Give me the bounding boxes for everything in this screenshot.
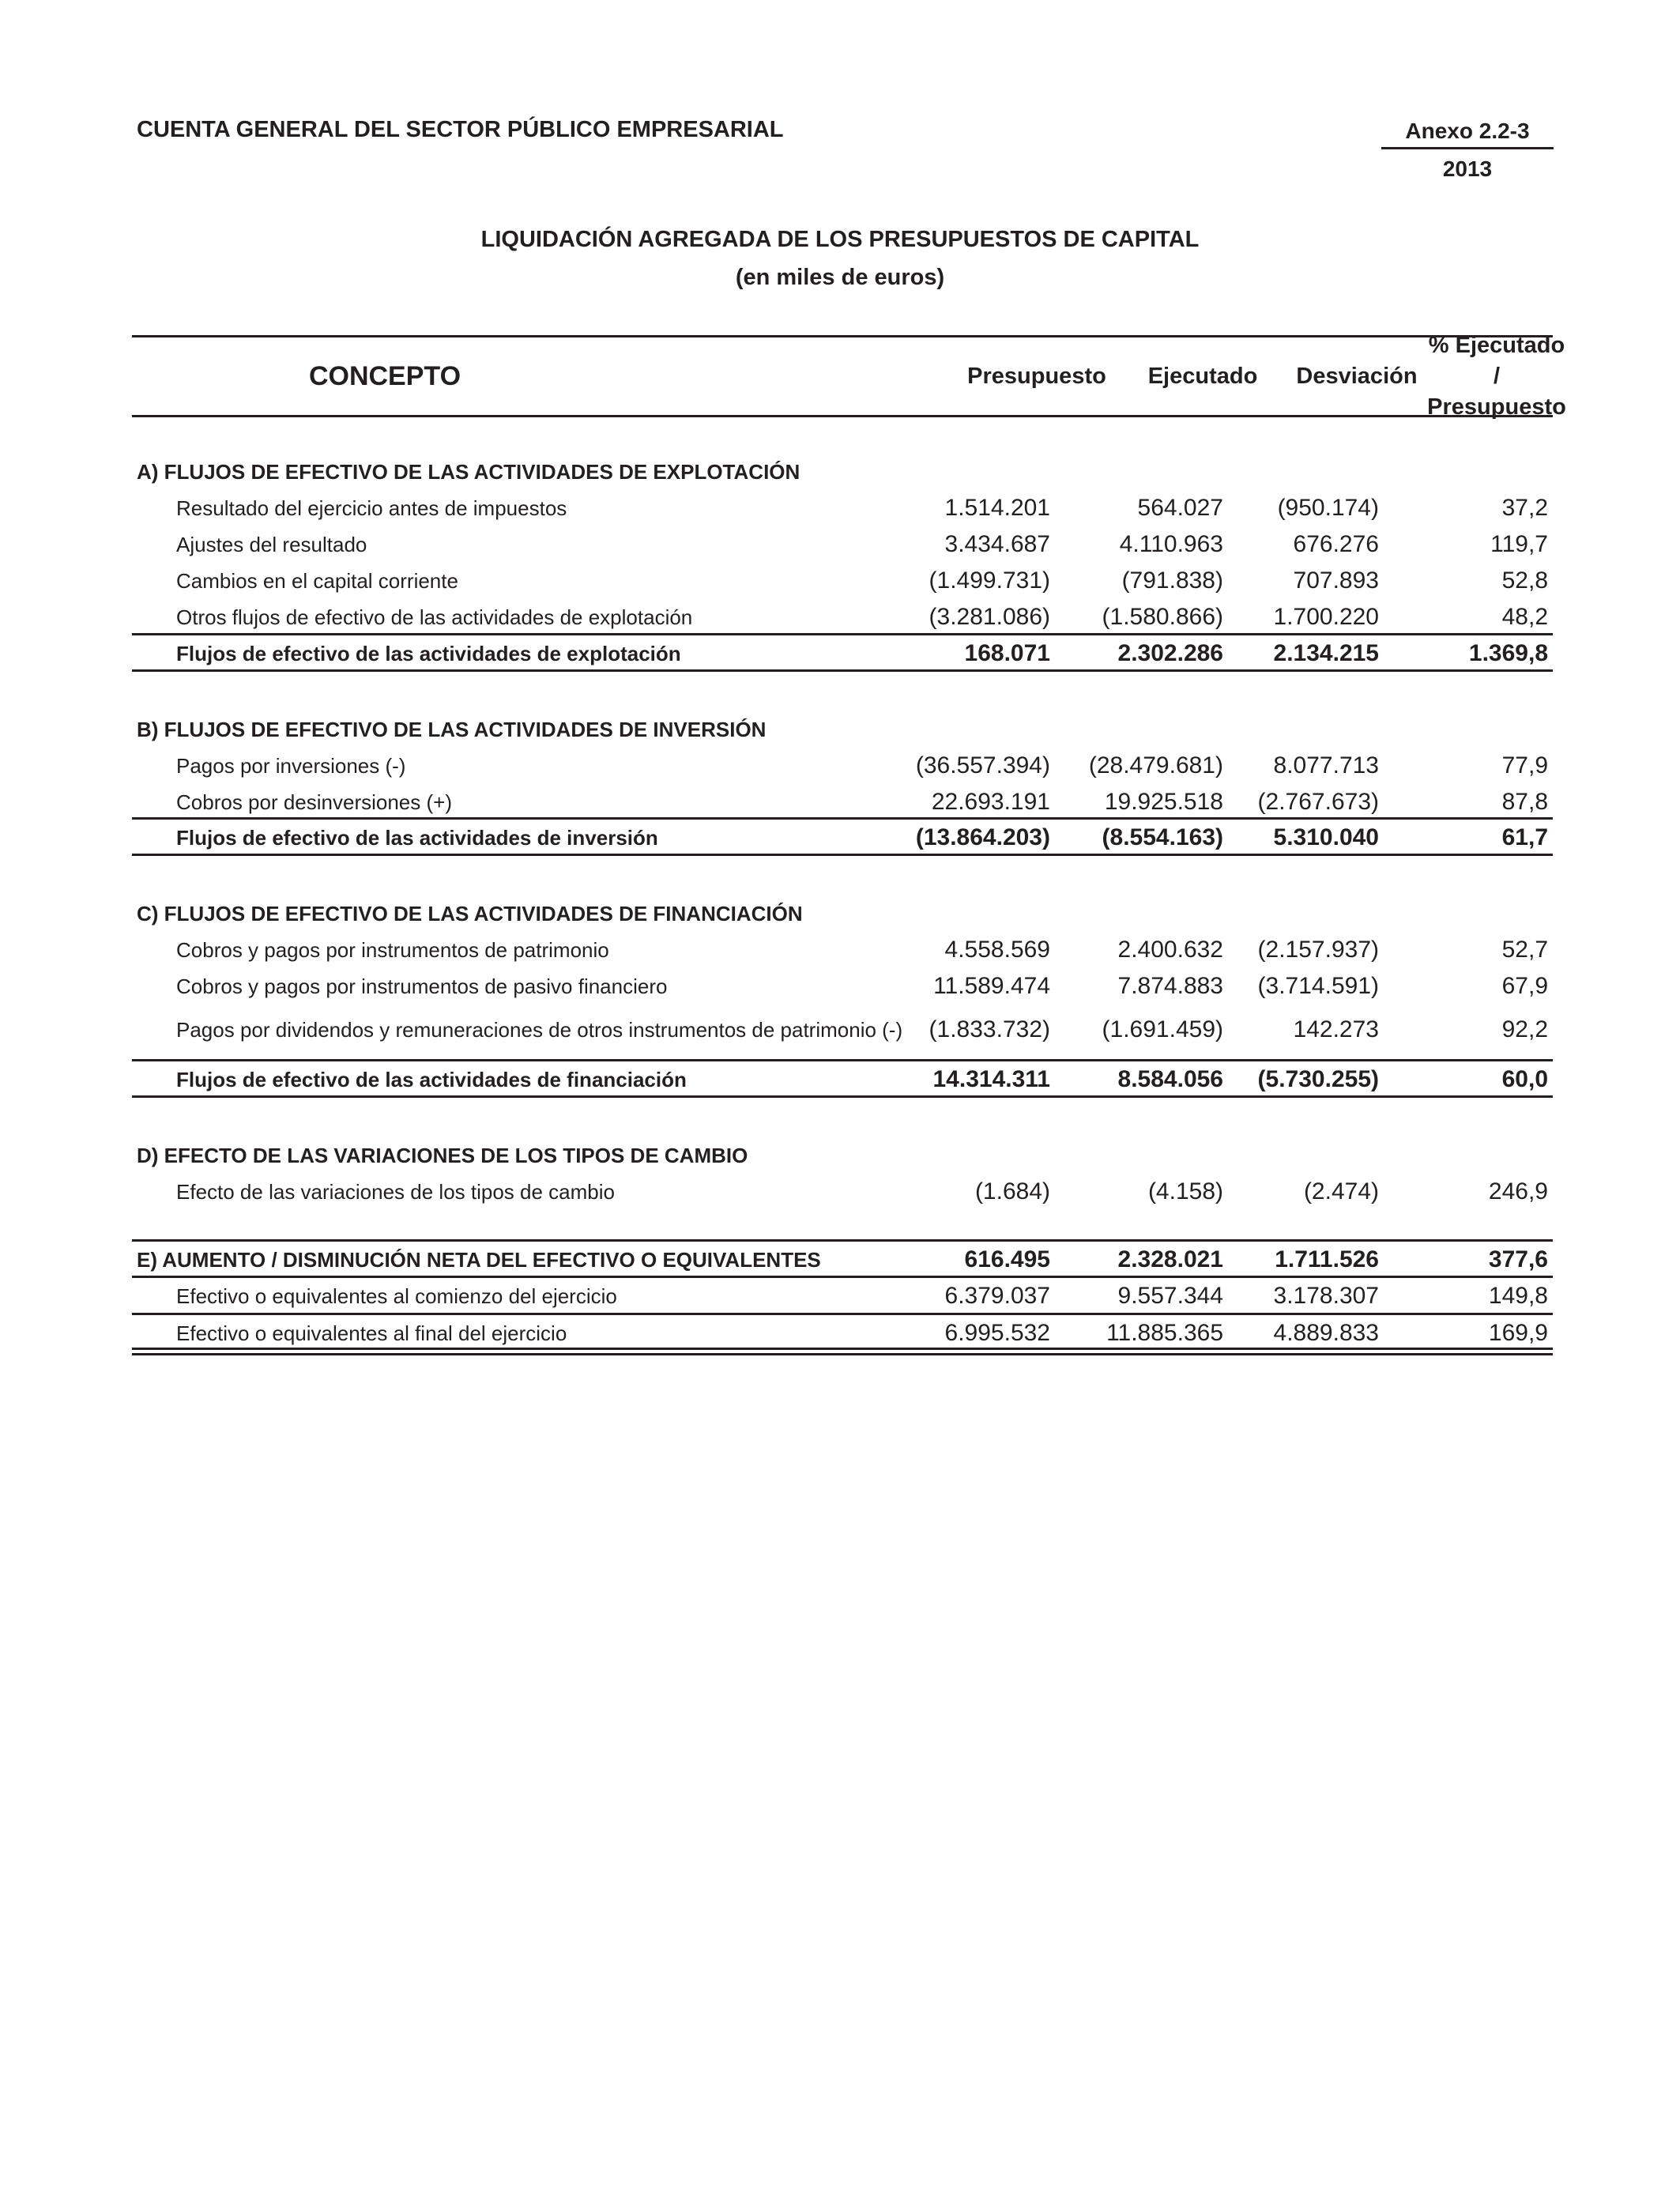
document-org-title: CUENTA GENERAL DEL SECTOR PÚBLICO EMPRESARIAL bbox=[137, 117, 784, 142]
cell-presupuesto: 11.589.474 bbox=[933, 973, 1050, 999]
table-row bbox=[132, 1315, 1553, 1351]
cell-pct: 169,9 bbox=[1488, 1320, 1548, 1346]
cell-presupuesto: 6.379.037 bbox=[944, 1283, 1050, 1309]
section-title-row bbox=[132, 895, 1553, 932]
cell-presupuesto: (1.499.731) bbox=[929, 567, 1050, 594]
table-header bbox=[132, 332, 1566, 420]
total-row bbox=[132, 635, 1553, 672]
cell-pct: 60,0 bbox=[1501, 1066, 1548, 1092]
cell-desviacion: 707.893 bbox=[1293, 567, 1379, 594]
section-title: A) FLUJOS DE EFECTIVO DE LAS ACTIVIDADES DE EXPLOTACIÓN bbox=[137, 460, 800, 484]
table-row bbox=[132, 563, 1553, 599]
row-label: Ajustes del resultado bbox=[176, 533, 367, 556]
row-label: Pagos por inversiones (-) bbox=[176, 754, 406, 778]
year-label: 2013 bbox=[1442, 156, 1493, 181]
table-row bbox=[132, 748, 1553, 784]
cell-pct: 377,6 bbox=[1488, 1246, 1548, 1272]
cell-desviacion: 4.889.833 bbox=[1273, 1320, 1379, 1346]
cell-ejecutado: 2.400.632 bbox=[1117, 937, 1223, 963]
cell-presupuesto: 3.434.687 bbox=[944, 531, 1050, 557]
report-subtitle: (en miles de euros) bbox=[735, 265, 945, 290]
cell-presupuesto: 4.558.569 bbox=[944, 937, 1050, 963]
cell-desviacion: 3.178.307 bbox=[1273, 1283, 1379, 1309]
cell-desviacion: 2.134.215 bbox=[1273, 640, 1379, 666]
cell-presupuesto: 616.495 bbox=[964, 1246, 1050, 1272]
row-label: Efectivo o equivalentes al comienzo del ejercicio bbox=[176, 1284, 617, 1308]
cell-pct: 246,9 bbox=[1488, 1178, 1548, 1204]
cell-desviacion: (950.174) bbox=[1277, 495, 1379, 521]
total-row bbox=[132, 1242, 1553, 1278]
cell-desviacion: 8.077.713 bbox=[1273, 752, 1379, 778]
cell-pct: 37,2 bbox=[1501, 495, 1548, 521]
cell-presupuesto: (13.864.203) bbox=[915, 824, 1050, 850]
row-label: Cobros y pagos por instrumentos de pasivo financiero bbox=[176, 974, 668, 998]
cell-ejecutado: (4.158) bbox=[1147, 1178, 1223, 1204]
table-bottom-double-rule bbox=[132, 1348, 1553, 1355]
cell-ejecutado: 2.302.286 bbox=[1117, 640, 1223, 666]
row-label: Cobros y pagos por instrumentos de patrimonio bbox=[176, 938, 609, 962]
cell-pct: 149,8 bbox=[1488, 1283, 1548, 1309]
cell-desviacion: (2.157.937) bbox=[1257, 937, 1379, 963]
cell-desviacion: (2.767.673) bbox=[1257, 789, 1379, 815]
column-header-concepto: CONCEPTO bbox=[308, 360, 461, 391]
cell-pct: 61,7 bbox=[1501, 824, 1548, 850]
cell-ejecutado: (1.691.459) bbox=[1102, 1016, 1223, 1042]
cell-pct: 1.369,8 bbox=[1468, 640, 1548, 666]
total-label: E) AUMENTO / DISMINUCIÓN NETA DEL EFECTIVO O EQUIVALENTES bbox=[137, 1248, 821, 1272]
table-row bbox=[132, 490, 1553, 526]
cell-pct: 48,2 bbox=[1501, 604, 1548, 630]
pct-header-line2: Presupuesto bbox=[1427, 394, 1566, 420]
cell-ejecutado: 564.027 bbox=[1137, 495, 1223, 521]
annex-label: Anexo 2.2-3 bbox=[1381, 119, 1554, 149]
column-header-ejecutado: Ejecutado bbox=[1147, 363, 1258, 389]
section-title-row bbox=[132, 454, 1553, 490]
cell-pct: 77,9 bbox=[1501, 752, 1548, 778]
table-row bbox=[132, 784, 1553, 820]
cell-ejecutado: 19.925.518 bbox=[1104, 789, 1223, 815]
cell-pct: 67,9 bbox=[1501, 973, 1548, 999]
cell-pct: 52,8 bbox=[1501, 567, 1548, 594]
cell-presupuesto: 22.693.191 bbox=[931, 789, 1050, 815]
total-row bbox=[132, 1061, 1553, 1098]
cell-desviacion: (2.474) bbox=[1303, 1178, 1379, 1204]
cell-pct: 92,2 bbox=[1501, 1016, 1548, 1042]
cell-pct: 52,7 bbox=[1501, 937, 1548, 963]
cell-presupuesto: 14.314.311 bbox=[932, 1066, 1050, 1092]
column-header-presupuesto: Presupuesto bbox=[967, 363, 1106, 389]
section-title-row bbox=[132, 1137, 1553, 1174]
cell-ejecutado: 9.557.344 bbox=[1117, 1283, 1223, 1309]
cell-ejecutado: 2.328.021 bbox=[1117, 1246, 1223, 1272]
cell-desviacion: 1.700.220 bbox=[1273, 604, 1379, 630]
cell-desviacion: (5.730.255) bbox=[1257, 1066, 1379, 1092]
total-label: Flujos de efectivo de las actividades de inversión bbox=[176, 826, 658, 850]
column-header-desviacion: Desviación bbox=[1296, 363, 1418, 389]
cell-desviacion: 142.273 bbox=[1293, 1016, 1379, 1042]
row-label: Resultado del ejercicio antes de impuestos bbox=[176, 496, 567, 520]
table-row bbox=[132, 1278, 1553, 1314]
table-row bbox=[132, 932, 1553, 968]
cell-presupuesto: 168.071 bbox=[964, 640, 1050, 666]
cell-presupuesto: (36.557.394) bbox=[915, 752, 1050, 778]
table-row bbox=[132, 599, 1553, 635]
cell-ejecutado: (1.580.866) bbox=[1102, 604, 1223, 630]
table-row bbox=[132, 968, 1553, 1005]
divider bbox=[132, 854, 1553, 856]
divider bbox=[132, 669, 1553, 672]
cell-presupuesto: 6.995.532 bbox=[944, 1320, 1050, 1346]
cell-pct: 87,8 bbox=[1501, 789, 1548, 815]
cell-desviacion: (3.714.591) bbox=[1257, 973, 1379, 999]
cell-ejecutado: 4.110.963 bbox=[1119, 531, 1223, 557]
cell-pct: 119,7 bbox=[1490, 531, 1548, 557]
row-label: Efectivo o equivalentes al final del ejercicio bbox=[176, 1321, 567, 1345]
pct-header-line1: % Ejecutado / bbox=[1428, 332, 1565, 389]
total-label: Flujos de efectivo de las actividades de financiación bbox=[176, 1068, 687, 1091]
section-title: D) EFECTO DE LAS VARIACIONES DE LOS TIPOS DE CAMBIO bbox=[137, 1144, 748, 1167]
cell-ejecutado: (791.838) bbox=[1121, 567, 1223, 594]
row-label: Cobros por desinversiones (+) bbox=[176, 790, 452, 814]
cell-presupuesto: (1.833.732) bbox=[929, 1016, 1050, 1042]
table-row bbox=[132, 526, 1553, 563]
cell-presupuesto: (3.281.086) bbox=[929, 604, 1050, 630]
row-label: Cambios en el capital corriente bbox=[176, 569, 458, 593]
divider bbox=[132, 1095, 1553, 1098]
cell-presupuesto: 1.514.201 bbox=[944, 495, 1050, 521]
section-title: C) FLUJOS DE EFECTIVO DE LAS ACTIVIDADES DE FINANCIACIÓN bbox=[137, 902, 803, 925]
section-title: B) FLUJOS DE EFECTIVO DE LAS ACTIVIDADES DE INVERSIÓN bbox=[137, 718, 767, 741]
row-label: Efecto de las variaciones de los tipos de cambio bbox=[176, 1180, 615, 1204]
total-row bbox=[132, 820, 1553, 856]
cell-desviacion: 676.276 bbox=[1293, 531, 1379, 557]
row-label: Pagos por dividendos y remuneraciones de otros instrumentos de patrimonio (-) bbox=[176, 1018, 903, 1042]
cell-presupuesto: (1.684) bbox=[974, 1178, 1050, 1204]
column-header-pct-ejecutado bbox=[1427, 332, 1566, 420]
total-label: Flujos de efectivo de las actividades de explotación bbox=[176, 642, 681, 665]
cell-ejecutado: 7.874.883 bbox=[1117, 973, 1223, 999]
table-row bbox=[132, 1002, 1553, 1057]
table-row bbox=[132, 1174, 1553, 1210]
cell-ejecutado: (8.554.163) bbox=[1102, 824, 1223, 850]
cell-ejecutado: (28.479.681) bbox=[1088, 752, 1223, 778]
section-title-row bbox=[132, 711, 1553, 748]
cell-desviacion: 1.711.526 bbox=[1275, 1246, 1379, 1272]
row-label: Otros flujos de efectivo de las actividades de explotación bbox=[176, 605, 693, 629]
cell-ejecutado: 8.584.056 bbox=[1117, 1066, 1223, 1092]
report-title: LIQUIDACIÓN AGREGADA DE LOS PRESUPUESTOS DE CAPITAL bbox=[480, 227, 1200, 252]
cell-desviacion: 5.310.040 bbox=[1273, 824, 1379, 850]
cell-ejecutado: 11.885.365 bbox=[1106, 1320, 1223, 1346]
